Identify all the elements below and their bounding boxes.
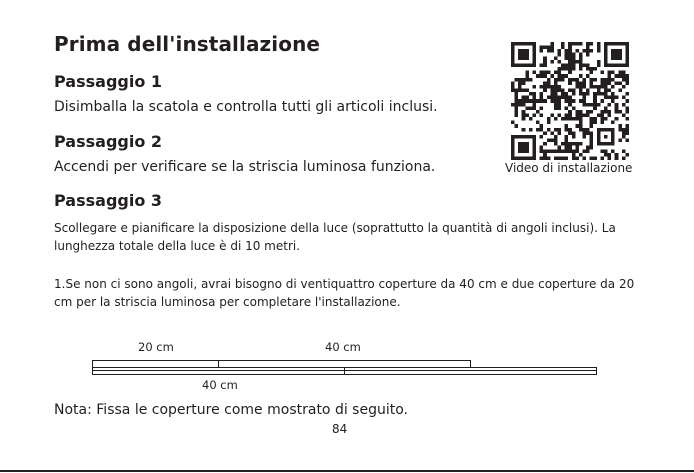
page-number: 84 bbox=[332, 422, 348, 436]
step-1-heading: Passaggio 1 bbox=[54, 72, 163, 91]
cover-40cm-label: 40 cm bbox=[325, 340, 361, 354]
cover-20cm-label: 20 cm bbox=[138, 340, 174, 354]
page-title: Prima dell'installazione bbox=[54, 32, 321, 56]
step-1-text: Disimballa la scatola e controlla tutti gli articoli inclusi. bbox=[54, 99, 438, 115]
light-strip-line bbox=[92, 370, 597, 371]
step-3-paragraph-1: Scollegare e pianificare la disposizione della luce (soprattutto la quantità di angoli inclusi). La lunghezza totale della luce è di 10 metri. bbox=[54, 221, 616, 253]
step-2-text: Accendi per verificare se la striscia luminosa funziona. bbox=[54, 159, 436, 175]
cover-40cm-bottom-left bbox=[92, 367, 345, 375]
qr-code-icon[interactable] bbox=[511, 42, 629, 160]
cover-bottom-40cm-label: 40 cm bbox=[202, 378, 238, 392]
cover-40cm-bottom-right bbox=[344, 367, 597, 375]
step-2-heading: Passaggio 2 bbox=[54, 132, 163, 151]
step-3-paragraph-2: 1.Se non ci sono angoli, avrai bisogno di ventiquattro coperture da 40 cm e due coperture da 20 cm per la striscia luminosa per completare l'installazione. bbox=[54, 277, 635, 309]
note-text: Nota: Fissa le coperture come mostrato di seguito. bbox=[54, 402, 408, 418]
bottom-rule bbox=[0, 470, 694, 472]
qr-caption: Video di installazione bbox=[505, 161, 633, 175]
step-3-heading: Passaggio 3 bbox=[54, 191, 163, 210]
